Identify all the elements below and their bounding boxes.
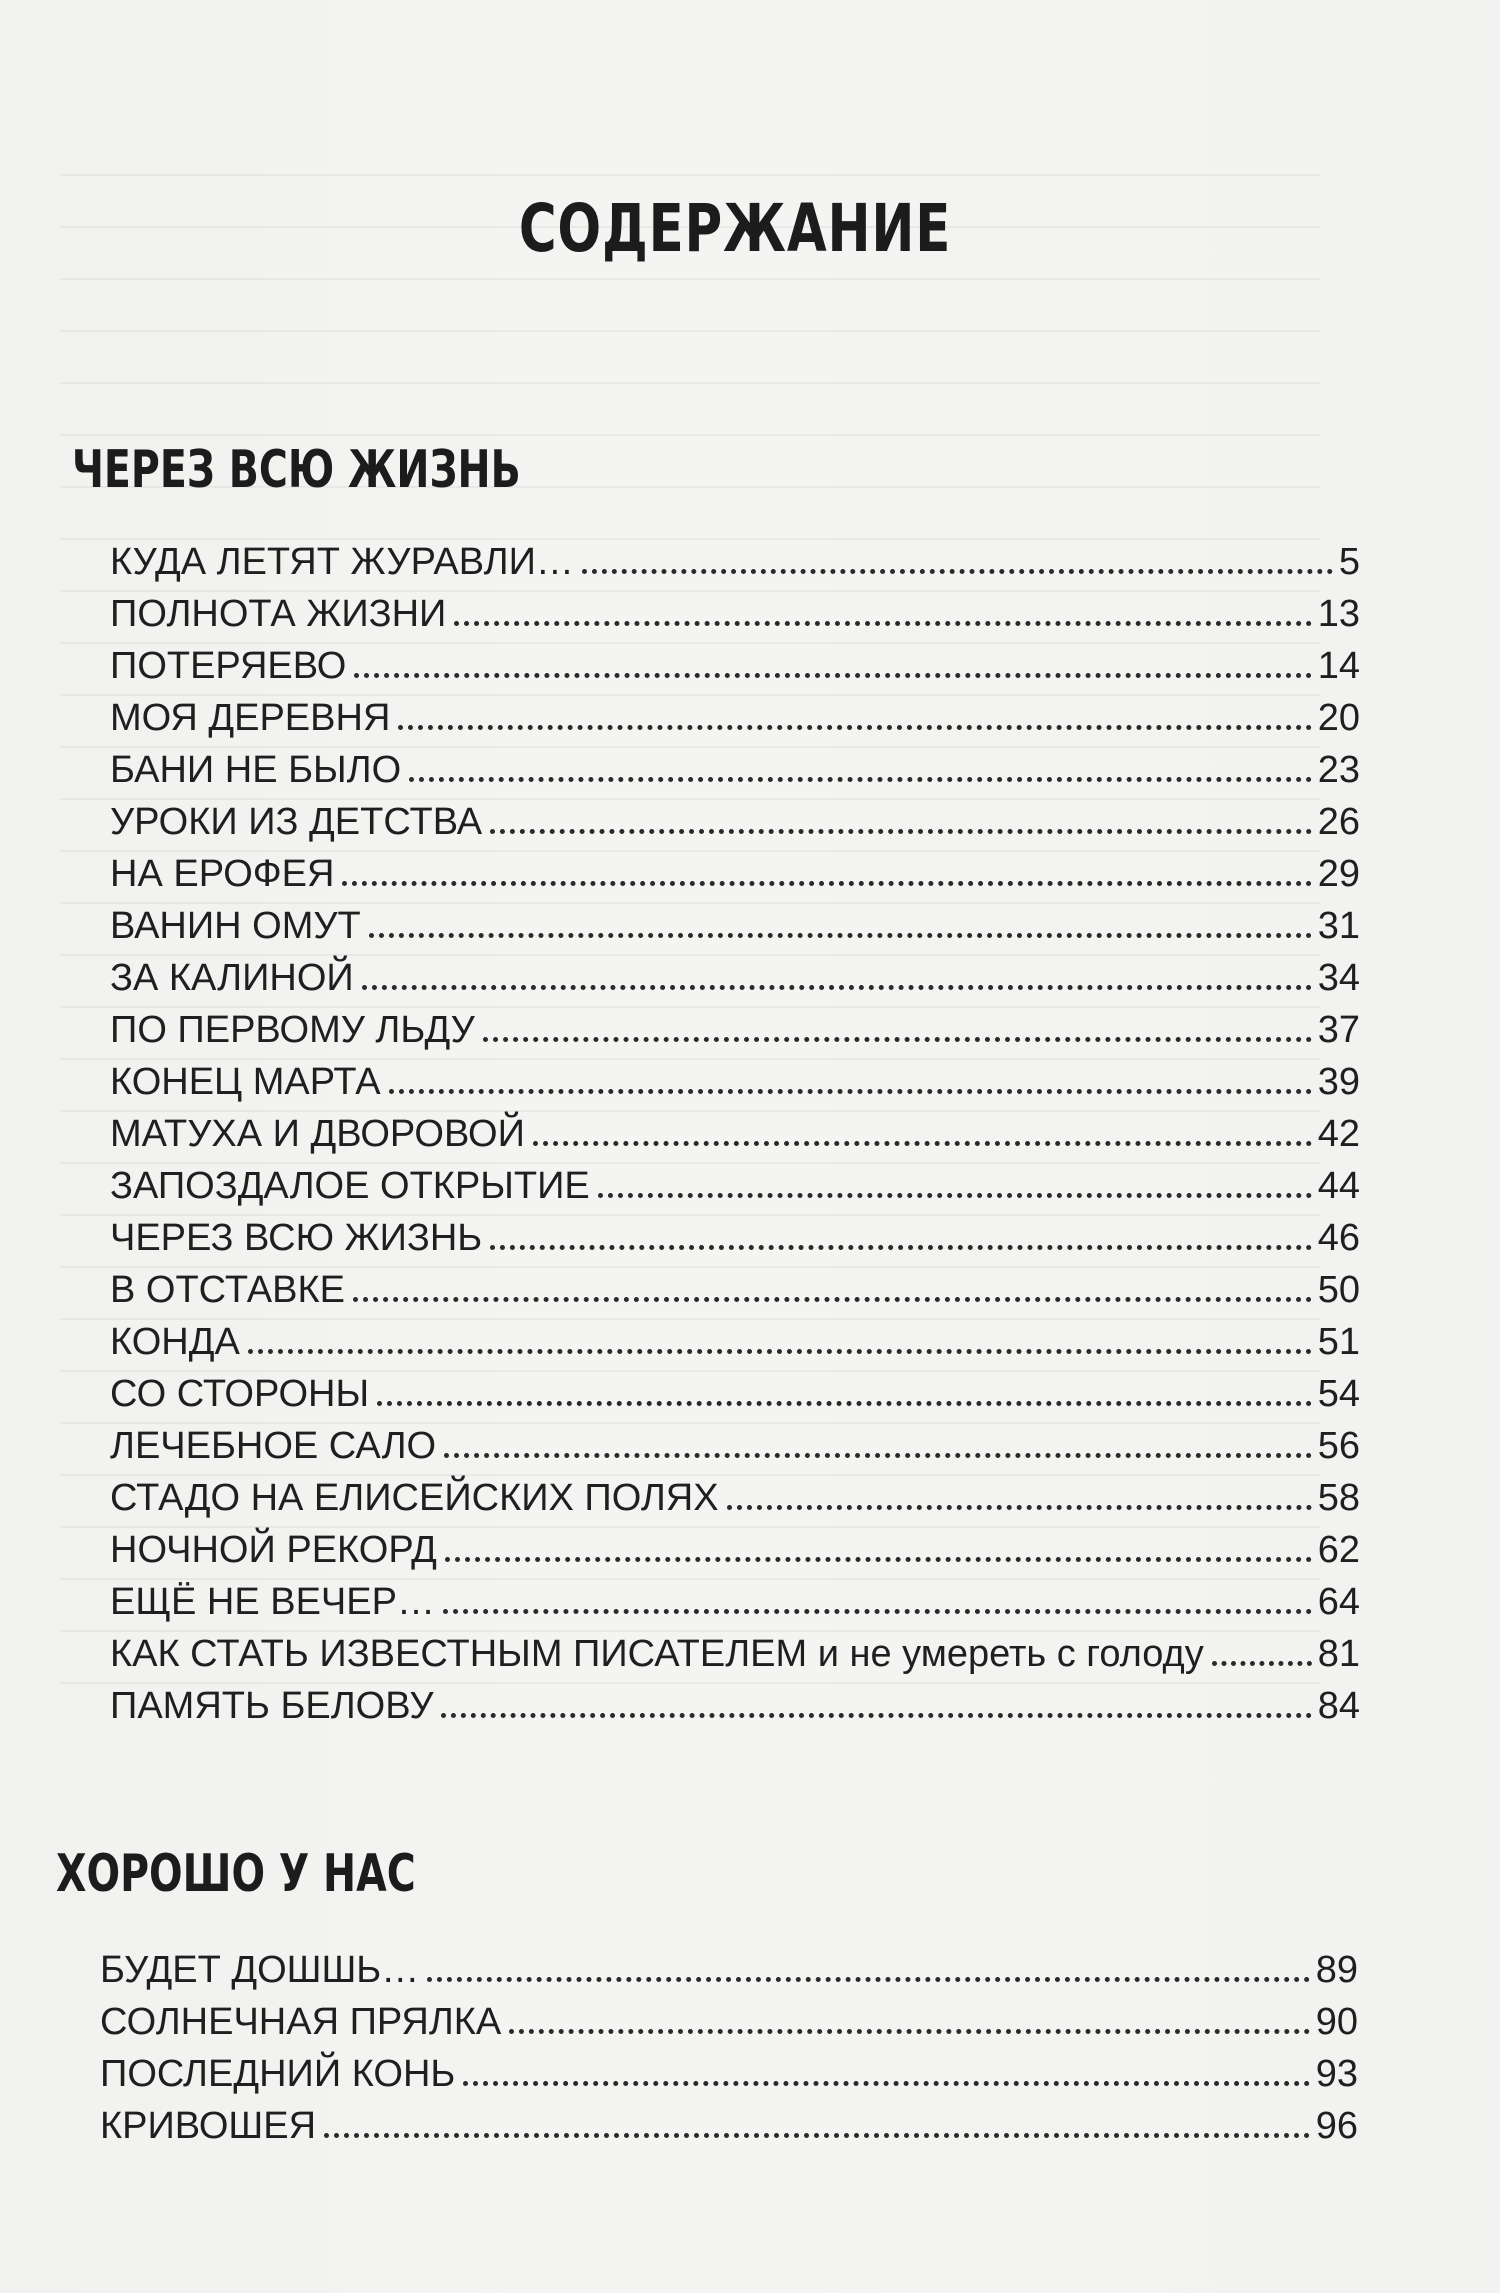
toc-entry-title: СО СТОРОНЫ	[110, 1373, 370, 1415]
toc-entry	[110, 848, 1360, 900]
toc-entry-page-number: 26	[1317, 801, 1360, 843]
dot-leader	[443, 1609, 1312, 1614]
toc-entry-page-number: 54	[1317, 1373, 1360, 1415]
toc-entry	[110, 796, 1360, 848]
toc-entry-page-number: 64	[1317, 1581, 1360, 1623]
toc-entry-title: ЗА КАЛИНОЙ	[110, 957, 354, 999]
toc-entry-page-number: 14	[1317, 645, 1360, 687]
toc-entry	[110, 536, 1360, 588]
dot-leader	[483, 1037, 1312, 1042]
toc-entry-page-number: 23	[1317, 749, 1360, 791]
toc-entry	[100, 2048, 1358, 2100]
dot-leader	[354, 673, 1311, 678]
toc-entry	[110, 1264, 1360, 1316]
toc-entry-page-number: 34	[1317, 957, 1360, 999]
toc-entry	[110, 1004, 1360, 1056]
toc-entry-title: ЗАПОЗДАЛОЕ ОТКРЫТИЕ	[110, 1165, 590, 1207]
toc-entry	[110, 1524, 1360, 1576]
toc-entry-title: МАТУХА И ДВОРОВОЙ	[110, 1113, 525, 1155]
toc-entry-page-number: 42	[1317, 1113, 1360, 1155]
dot-leader	[444, 1453, 1312, 1458]
toc-entry-page-number: 39	[1317, 1061, 1360, 1103]
dot-leader	[398, 725, 1311, 730]
toc-entry-title: ЧЕРЕЗ ВСЮ ЖИЗНЬ	[110, 1217, 483, 1259]
toc-entry-title: КУДА ЛЕТЯТ ЖУРАВЛИ…	[110, 541, 574, 583]
toc-entry-page-number: 90	[1315, 2001, 1358, 2043]
dot-leader	[324, 2133, 1310, 2138]
toc-entry	[110, 1420, 1360, 1472]
dot-leader	[490, 829, 1312, 834]
toc-entry-title: МОЯ ДЕРЕВНЯ	[110, 697, 391, 739]
toc-entry-page-number: 56	[1317, 1425, 1360, 1467]
toc-entry	[100, 1996, 1358, 2048]
toc-entry-page-number: 20	[1317, 697, 1360, 739]
toc-entry	[110, 1472, 1360, 1524]
section-heading-1: ЧЕРЕЗ ВСЮ ЖИЗНЬ	[72, 440, 521, 500]
toc-entry-title: СТАДО НА ЕЛИСЕЙСКИХ ПОЛЯХ	[110, 1477, 719, 1519]
dot-leader	[342, 881, 1311, 886]
toc-entry	[100, 2100, 1358, 2152]
toc-entry	[110, 640, 1360, 692]
toc-entry	[110, 1108, 1360, 1160]
toc-entry-title: ПОСЛЕДНИЙ КОНЬ	[100, 2053, 456, 2095]
dot-leader	[490, 1245, 1311, 1250]
dot-leader	[727, 1505, 1312, 1510]
toc-entry-title: НОЧНОЙ РЕКОРД	[110, 1529, 437, 1571]
toc-entry-title: СОЛНЕЧНАЯ ПРЯЛКА	[100, 2001, 502, 2043]
toc-entry-page-number: 81	[1317, 1633, 1360, 1675]
toc-entry	[110, 692, 1360, 744]
toc-entry-title: НА ЕРОФЕЯ	[110, 853, 335, 895]
dot-leader	[463, 2081, 1309, 2086]
toc-entry-title: ВАНИН ОМУТ	[110, 905, 361, 947]
toc-entry-page-number: 84	[1317, 1685, 1360, 1727]
toc-entry-title: ПОЛНОТА ЖИЗНИ	[110, 593, 447, 635]
toc-entry-page-number: 62	[1317, 1529, 1360, 1571]
toc-entry-page-number: 46	[1317, 1217, 1360, 1259]
toc-entry-page-number: 93	[1315, 2053, 1358, 2095]
toc-entry	[110, 1628, 1360, 1680]
toc-entry	[110, 1576, 1360, 1628]
toc-entry-page-number: 51	[1317, 1321, 1360, 1363]
toc-list-section-1	[110, 536, 1360, 1732]
dot-leader	[533, 1141, 1312, 1146]
toc-entry	[110, 588, 1360, 640]
toc-list-section-2	[100, 1944, 1358, 2152]
toc-entry-title: ПОТЕРЯЕВО	[110, 645, 347, 687]
toc-entry	[110, 900, 1360, 952]
dot-leader	[353, 1297, 1312, 1302]
dot-leader	[389, 1089, 1312, 1094]
toc-entry-title: БУДЕТ ДОШШЬ…	[100, 1949, 420, 1991]
toc-entry-page-number: 31	[1317, 905, 1360, 947]
toc-entry-page-number: 29	[1317, 853, 1360, 895]
toc-entry-title: ПАМЯТЬ БЕЛОВУ	[110, 1685, 434, 1727]
toc-entry-title: КОНЕЦ МАРТА	[110, 1061, 381, 1103]
toc-entry-title: КРИВОШЕЯ	[100, 2105, 317, 2147]
toc-entry	[110, 1316, 1360, 1368]
toc-entry	[110, 744, 1360, 796]
dot-leader	[377, 1401, 1312, 1406]
page-title: СОДЕРЖАНИЕ	[518, 190, 952, 267]
dot-leader	[248, 1349, 1312, 1354]
dot-leader	[598, 1193, 1312, 1198]
toc-entry-title: КОНДА	[110, 1321, 240, 1363]
toc-entry	[110, 1212, 1360, 1264]
dot-leader	[582, 569, 1333, 574]
toc-entry-title: БАНИ НЕ БЫЛО	[110, 749, 402, 791]
toc-entry-page-number: 89	[1315, 1949, 1358, 1991]
toc-entry	[100, 1944, 1358, 1996]
toc-entry-title: ПО ПЕРВОМУ ЛЬДУ	[110, 1009, 475, 1051]
dot-leader	[454, 621, 1311, 626]
dot-leader	[427, 1977, 1309, 1982]
toc-entry-title: В ОТСТАВКЕ	[110, 1269, 345, 1311]
dot-leader	[409, 777, 1312, 782]
toc-entry	[110, 952, 1360, 1004]
toc-entry	[110, 1368, 1360, 1420]
toc-entry-page-number: 58	[1317, 1477, 1360, 1519]
toc-entry-title: ЛЕЧЕБНОЕ САЛО	[110, 1425, 437, 1467]
toc-entry	[110, 1160, 1360, 1212]
toc-entry-page-number: 5	[1338, 541, 1360, 583]
section-heading-2: ХОРОШО У НАС	[56, 1844, 416, 1904]
toc-entry-title: УРОКИ ИЗ ДЕТСТВА	[110, 801, 483, 843]
toc-entry-page-number: 50	[1317, 1269, 1360, 1311]
dot-leader	[1212, 1661, 1312, 1666]
toc-entry-page-number: 37	[1317, 1009, 1360, 1051]
dot-leader	[362, 985, 1312, 990]
toc-entry	[110, 1680, 1360, 1732]
toc-entry-page-number: 44	[1317, 1165, 1360, 1207]
toc-entry	[110, 1056, 1360, 1108]
toc-entry-page-number: 96	[1315, 2105, 1358, 2147]
toc-entry-page-number: 13	[1317, 593, 1360, 635]
dot-leader	[445, 1557, 1312, 1562]
toc-entry-title: ЕЩЁ НЕ ВЕЧЕР…	[110, 1581, 435, 1623]
toc-entry-title: КАК СТАТЬ ИЗВЕСТНЫМ ПИСАТЕЛЕМ и не умереть с голоду	[110, 1633, 1204, 1675]
dot-leader	[509, 2029, 1309, 2034]
dot-leader	[441, 1713, 1311, 1718]
dot-leader	[369, 933, 1312, 938]
